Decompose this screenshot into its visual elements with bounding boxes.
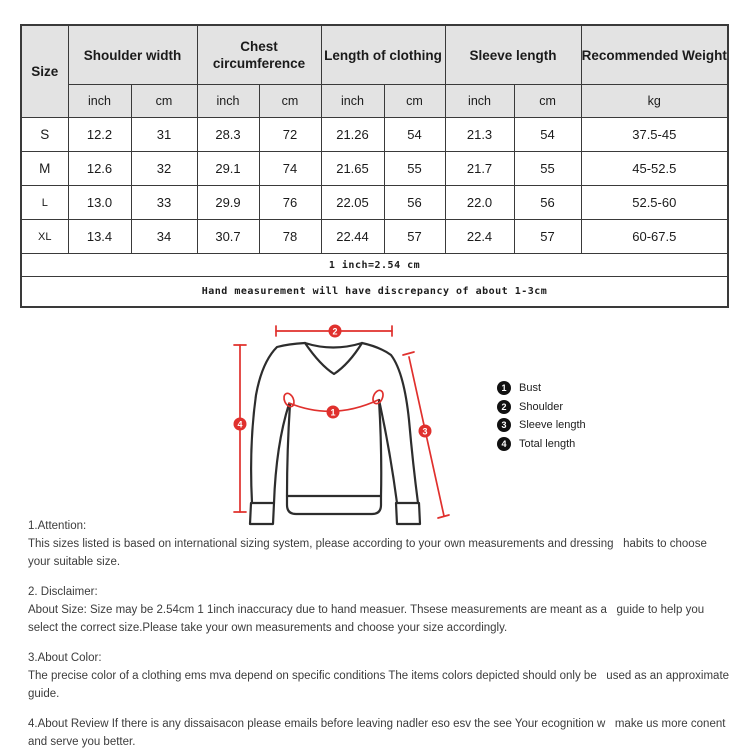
table-row-s	[21, 118, 728, 152]
value-cell: 22.4	[445, 220, 514, 254]
svg-text:1: 1	[330, 407, 336, 418]
size-cell: M	[21, 152, 68, 186]
col-header-sleeve-length: Sleeve length	[445, 25, 581, 85]
legend-label: Shoulder	[519, 400, 564, 413]
note-about-color	[28, 649, 733, 703]
number-3-icon: 3	[497, 418, 511, 432]
value-cell: 55	[514, 152, 581, 186]
note-body: 4.About Review If there is any dissaisacon please emails before leaving nadler eso esv the see Your ecognition w make us more conent and serve you better.	[28, 718, 729, 748]
size-cell: L	[21, 186, 68, 220]
unit-cell: inch	[445, 85, 514, 118]
svg-text:2: 2	[332, 326, 338, 337]
value-cell: 21.26	[321, 118, 384, 152]
number-2-icon: 2	[497, 400, 511, 414]
value-cell: 22.44	[321, 220, 384, 254]
note-body: About Size: Size may be 2.54cm 1 1inch inaccuracy due to hand measuer. Thsese measurements are meant as a guide to help you select the correct size.Please take your own measurements and choose your size accordingly.	[28, 604, 708, 634]
number-4-icon: 4	[497, 437, 511, 451]
note-body: This sizes listed is based on international sizing system, please according to your own measurements and dressing habits to choose your suitable size.	[28, 538, 711, 568]
value-cell: 29.9	[197, 186, 259, 220]
legend-item-total-length	[497, 437, 586, 451]
col-header-recommended-weight: Recommended Weight	[581, 25, 728, 85]
value-cell: 22.05	[321, 186, 384, 220]
value-cell: 29.1	[197, 152, 259, 186]
value-cell: 13.4	[68, 220, 131, 254]
value-cell: 55	[384, 152, 445, 186]
value-cell: 45-52.5	[581, 152, 728, 186]
value-cell: 60-67.5	[581, 220, 728, 254]
value-cell: 52.5-60	[581, 186, 728, 220]
table-footnote-row	[21, 254, 728, 277]
badge-shoulder	[329, 325, 342, 338]
size-cell: XL	[21, 220, 68, 254]
value-cell: 12.6	[68, 152, 131, 186]
value-cell: 76	[259, 186, 321, 220]
value-cell: 78	[259, 220, 321, 254]
value-cell: 12.2	[68, 118, 131, 152]
unit-cell: cm	[131, 85, 197, 118]
col-header-length-of-clothing: Length of clothing	[321, 25, 445, 85]
note-body: The precise color of a clothing ems mva depend on specific conditions The items colors depicted should only be used as an approximate guide.	[28, 670, 733, 700]
badge-bust	[327, 406, 340, 419]
measurement-legend	[497, 381, 586, 455]
note-title: 3.About Color:	[28, 652, 102, 664]
table-footnote-row	[21, 277, 728, 308]
value-cell: 32	[131, 152, 197, 186]
value-cell: 33	[131, 186, 197, 220]
value-cell: 56	[384, 186, 445, 220]
notes-section	[28, 517, 733, 750]
value-cell: 28.3	[197, 118, 259, 152]
note-title: 1.Attention:	[28, 520, 87, 532]
value-cell: 72	[259, 118, 321, 152]
value-cell: 74	[259, 152, 321, 186]
note-title: 2. Disclaimer:	[28, 586, 98, 598]
table-row-xl	[21, 220, 728, 254]
value-cell: 57	[384, 220, 445, 254]
svg-text:4: 4	[237, 419, 243, 430]
value-cell: 34	[131, 220, 197, 254]
value-cell: 54	[384, 118, 445, 152]
unit-cell: inch	[321, 85, 384, 118]
legend-label: Sleeve length	[519, 419, 586, 431]
sweater-outline	[250, 343, 420, 524]
col-header-shoulder-width: Shoulder width	[68, 25, 197, 85]
legend-label: Bust	[519, 382, 542, 394]
unit-cell: kg	[581, 85, 728, 118]
value-cell: 21.7	[445, 152, 514, 186]
table-header-row	[21, 25, 728, 85]
note-attention	[28, 517, 730, 571]
unit-cell: cm	[259, 85, 321, 118]
badge-sleeve	[419, 425, 432, 438]
legend-item-shoulder	[497, 400, 586, 414]
sweater-diagram	[222, 315, 458, 530]
legend-item-sleeve-length	[497, 418, 586, 432]
table-units-row	[21, 85, 728, 118]
table-row-m	[21, 152, 728, 186]
value-cell: 13.0	[68, 186, 131, 220]
table-row-l	[21, 186, 728, 220]
legend-item-bust	[497, 381, 586, 395]
badge-total-length	[234, 418, 247, 431]
unit-cell: inch	[68, 85, 131, 118]
value-cell: 56	[514, 186, 581, 220]
col-header-chest-circumference: Chest circumference	[197, 25, 321, 85]
note-about-review	[28, 715, 730, 750]
note-disclaimer	[28, 583, 730, 637]
legend-label: Total length	[519, 437, 576, 450]
value-cell: 21.65	[321, 152, 384, 186]
col-header-size: Size	[21, 25, 68, 118]
size-cell: S	[21, 118, 68, 152]
inch-conversion-note: 1 inch=2.54 cm	[21, 254, 728, 277]
number-1-icon: 1	[497, 381, 511, 395]
hand-measure-note: Hand measurement will have discrepancy of about 1-3cm	[21, 277, 728, 308]
size-table	[20, 24, 729, 308]
value-cell: 30.7	[197, 220, 259, 254]
value-cell: 37.5-45	[581, 118, 728, 152]
svg-text:3: 3	[422, 426, 428, 437]
value-cell: 57	[514, 220, 581, 254]
unit-cell: cm	[514, 85, 581, 118]
value-cell: 22.0	[445, 186, 514, 220]
value-cell: 21.3	[445, 118, 514, 152]
value-cell: 54	[514, 118, 581, 152]
value-cell: 31	[131, 118, 197, 152]
unit-cell: cm	[384, 85, 445, 118]
unit-cell: inch	[197, 85, 259, 118]
